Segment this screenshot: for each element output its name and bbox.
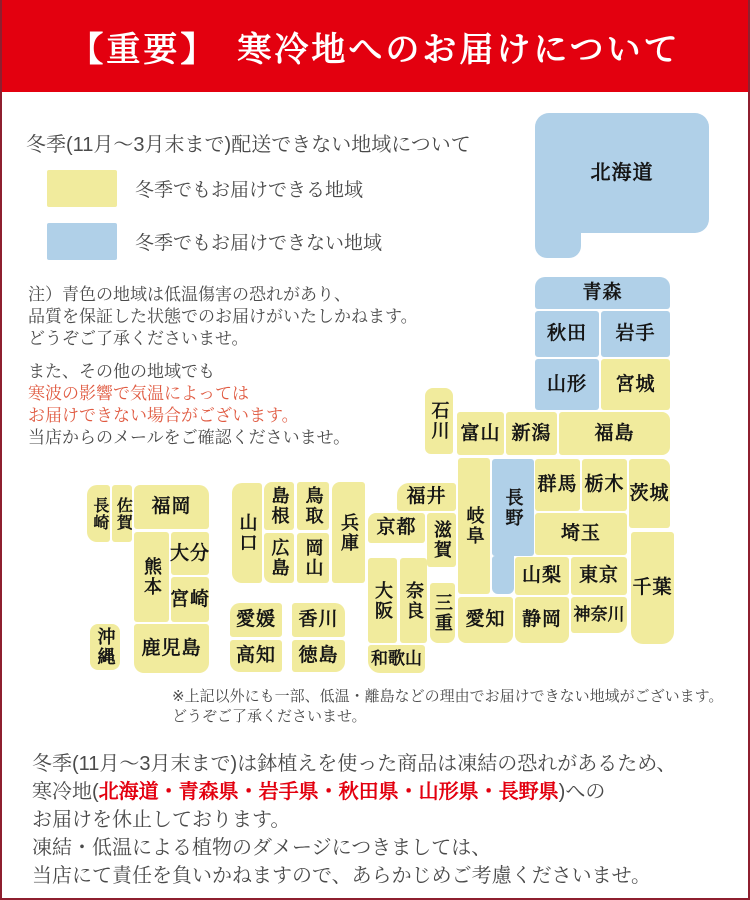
- pref-hyogo: [332, 482, 365, 583]
- pref-label-aichi: 愛知: [465, 609, 506, 631]
- pref-label-niigata: 新潟: [511, 422, 552, 444]
- footer-notice: [32, 750, 676, 890]
- footer-line-cold-regions: [32, 778, 676, 806]
- pref-label-gunma: 群馬: [537, 474, 578, 496]
- pref-yamagata: [535, 359, 599, 410]
- pref-label-ishikawa: 石川: [429, 401, 450, 441]
- footer-red-prefectures: 北海道・青森県・岩手県・秋田県・山形県・長野県: [98, 781, 559, 803]
- pref-miyagi: [601, 359, 670, 410]
- pref-akita: [535, 311, 599, 357]
- pref-label-tokushima: 徳島: [298, 645, 339, 667]
- pref-label-fukui: 福井: [406, 486, 447, 508]
- pref-hokkaido-tab: [535, 215, 581, 258]
- pref-label-hiroshima: 広島: [269, 538, 290, 578]
- pref-shizuoka: [515, 597, 569, 643]
- page-title: 【重要】 寒冷地へのお届けについて: [69, 30, 681, 69]
- pref-toyama: [457, 412, 504, 455]
- pref-nara: [400, 558, 427, 643]
- pref-saitama: [535, 513, 627, 555]
- pref-aomori: [535, 277, 670, 309]
- pref-label-wakayama: 和歌山: [371, 649, 422, 669]
- pref-label-akita: 秋田: [546, 323, 587, 345]
- pref-wakayama: [368, 645, 425, 673]
- pref-yamaguchi: [232, 483, 262, 583]
- pref-label-tochigi: 栃木: [584, 474, 625, 496]
- pref-chiba: [631, 532, 674, 644]
- pref-label-nagasaki: 長崎: [90, 496, 108, 531]
- pref-shiga: [427, 513, 456, 567]
- pref-tokyo: [571, 557, 627, 595]
- pref-label-fukuoka: 福岡: [151, 496, 192, 518]
- pref-gunma: [535, 459, 580, 511]
- pref-okinawa: [90, 624, 120, 670]
- pref-label-miyagi: 宮城: [615, 373, 656, 395]
- pref-nagano: [492, 459, 534, 556]
- legend-label-not-deliverable: 冬季でもお届けできない地域: [135, 233, 383, 254]
- note-line: 品質を保証した状態でのお届けがいたしかねます。: [28, 307, 418, 326]
- footer-prefix: 寒冷地(: [32, 781, 99, 803]
- pref-label-kanagawa: 神奈川: [573, 605, 625, 625]
- pref-yamanashi: [515, 557, 569, 595]
- note-line: 注）青色の地域は低温傷害の恐れがあり、: [28, 285, 351, 304]
- footer-line: 凍結・低温による植物のダメージにつきましては、: [32, 837, 492, 859]
- pref-nagano-tab: [492, 556, 514, 594]
- pref-oita: [171, 532, 209, 575]
- pref-osaka: [368, 558, 397, 643]
- pref-label-gifu: 岐阜: [464, 506, 485, 546]
- footer-line: 当店にて責任を負いかねますので、あらかじめご考慮くださいませ。: [32, 865, 651, 887]
- pref-gifu: [458, 458, 490, 594]
- pref-label-oita: 大分: [170, 542, 211, 564]
- pref-label-kagawa: 香川: [298, 609, 339, 631]
- pref-label-okinawa: 沖縄: [95, 627, 116, 667]
- pref-fukushima: [559, 412, 670, 455]
- pref-niigata: [506, 412, 557, 455]
- pref-tochigi: [582, 459, 627, 511]
- pref-label-kochi: 高知: [235, 645, 276, 667]
- footnote-line: ※上記以外にも一部、低温・離島などの理由でお届けできない地域がございます。: [172, 688, 724, 705]
- pref-label-fukushima: 福島: [594, 422, 635, 444]
- pref-label-tottori: 鳥取: [303, 486, 324, 526]
- pref-label-mie: 三重: [432, 593, 453, 633]
- pref-kagoshima: [134, 624, 209, 673]
- footer-line: 冬季(11月～3月末まで)は鉢植えを使った商品は凍結の恐れがあるため、: [32, 753, 677, 775]
- pref-saga: [112, 485, 132, 542]
- pref-okayama: [297, 533, 329, 583]
- footer-suffix: )への: [558, 781, 606, 803]
- pref-label-aomori: 青森: [582, 282, 623, 304]
- pref-hiroshima: [264, 533, 294, 583]
- pref-tokushima: [292, 640, 345, 672]
- pref-tottori: [297, 482, 329, 530]
- pref-label-nagano: 長野: [503, 487, 524, 528]
- pref-nagasaki: [87, 485, 110, 542]
- pref-ehime: [230, 603, 282, 637]
- pref-kagawa: [292, 603, 345, 637]
- pref-fukuoka: [134, 485, 209, 529]
- footer-line: お届けを休止しております。: [32, 809, 291, 831]
- pref-label-hokkaido: 北海道: [590, 161, 654, 184]
- note-line: また、その他の地域でも: [28, 362, 215, 381]
- pref-label-kumamoto: 熊本: [141, 557, 162, 597]
- pref-label-tokyo: 東京: [578, 565, 619, 587]
- pref-aichi: [458, 597, 513, 643]
- legend-label-deliverable: 冬季でもお届けできる地域: [135, 180, 364, 201]
- pref-label-ibaraki: 茨城: [629, 482, 670, 504]
- pref-ibaraki: [629, 459, 670, 528]
- pref-label-shimane: 島根: [269, 486, 290, 526]
- pref-label-okayama: 岡山: [303, 538, 324, 578]
- pref-fukui: [397, 483, 456, 511]
- pref-ishikawa: [425, 388, 453, 454]
- pref-iwate: [601, 311, 670, 357]
- pref-label-saga: 佐賀: [114, 496, 132, 531]
- pref-kyoto: [368, 513, 425, 543]
- pref-shimane: [264, 482, 294, 530]
- note-line: どうぞご了承くださいませ。: [28, 329, 249, 348]
- pref-miyazaki: [171, 577, 209, 622]
- pref-kumamoto: [134, 532, 169, 622]
- note-line: 当店からのメールをご確認くださいませ。: [28, 428, 351, 447]
- pref-label-yamanashi: 山梨: [521, 565, 562, 587]
- pref-label-kyoto: 京都: [376, 517, 417, 539]
- pref-label-osaka: 大阪: [372, 580, 393, 621]
- pref-label-saitama: 埼玉: [560, 523, 601, 545]
- pref-label-yamagata: 山形: [546, 373, 587, 395]
- pref-label-nara: 奈良: [403, 580, 424, 621]
- pref-kanagawa: [571, 597, 627, 633]
- footnote: [172, 687, 723, 727]
- pref-mie: [430, 583, 455, 643]
- legend-intro: 冬季(11月～3月末まで)配送できない地域について: [26, 134, 471, 156]
- pref-label-shizuoka: 静岡: [521, 609, 562, 631]
- pref-kochi: [230, 640, 282, 672]
- note-line-red: お届けできない場合がございます。: [28, 406, 299, 425]
- pref-label-toyama: 富山: [460, 422, 501, 444]
- pref-label-kagoshima: 鹿児島: [141, 637, 202, 659]
- footnote-line: どうぞご了承くださいませ。: [172, 708, 367, 725]
- pref-label-ehime: 愛媛: [235, 609, 276, 631]
- pref-label-hyogo: 兵庫: [338, 512, 359, 553]
- pref-label-shiga: 滋賀: [431, 520, 452, 560]
- pref-label-chiba: 千葉: [632, 577, 673, 599]
- pref-label-yamaguchi: 山口: [237, 513, 258, 553]
- pref-label-iwate: 岩手: [615, 323, 656, 345]
- note-line-red: 寒波の影響で気温によっては: [28, 384, 249, 403]
- pref-label-miyazaki: 宮崎: [170, 588, 211, 610]
